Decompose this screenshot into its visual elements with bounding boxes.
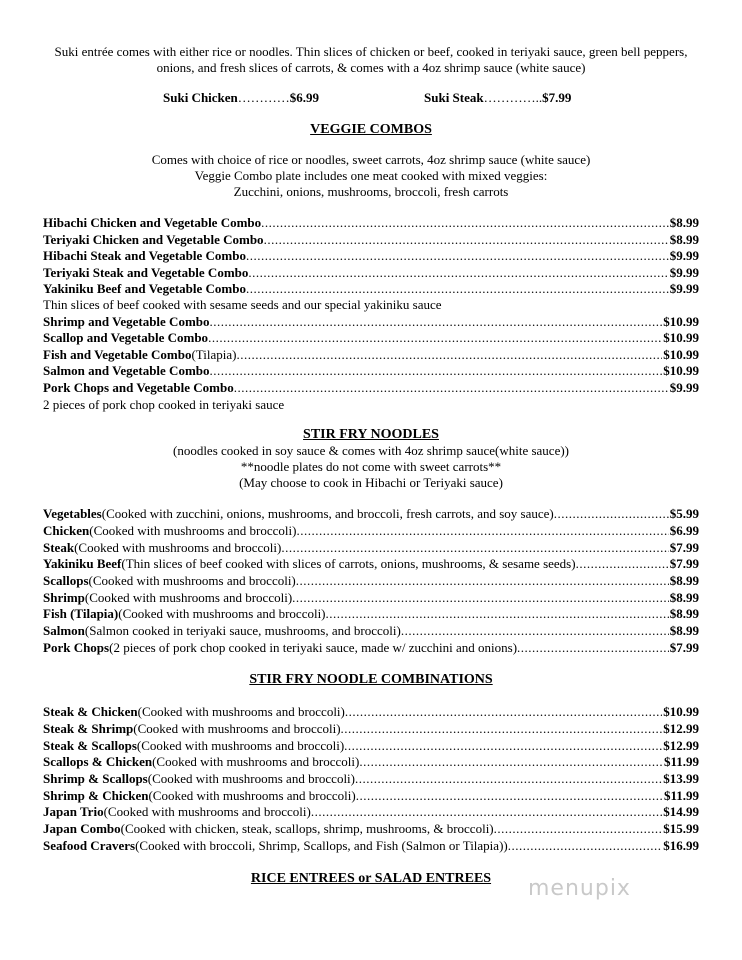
item-name: Salmon bbox=[43, 623, 85, 638]
stir-fry-menu-item bbox=[43, 606, 699, 622]
item-description: (Cooked with mushrooms and broccoli) bbox=[137, 704, 345, 719]
item-description: (Cooked with mushrooms and broccoli) bbox=[74, 540, 282, 555]
suki-description-line-1: Suki entrée comes with either rice or noodles. Thin slices of chicken or beef, cooked in teriyaki sauce, green bell peppers, bbox=[54, 44, 688, 59]
item-description: (Cooked with mushrooms and broccoli) bbox=[89, 523, 297, 538]
item-description: (Thin slices of beef cooked with slices of carrots, onions, mushrooms, & sesame seeds) bbox=[121, 556, 576, 571]
item-description: (Cooked with broccoli, Shrimp, Scallops, and Fish (Salmon or Tilapia)) bbox=[135, 838, 508, 853]
item-price: $13.99 bbox=[663, 771, 699, 786]
stir-fry-combos-heading: STIR FRY NOODLE COMBINATIONS bbox=[249, 672, 493, 687]
item-price: $11.99 bbox=[663, 788, 699, 803]
item-price: $14.99 bbox=[663, 804, 699, 819]
item-name: Vegetables bbox=[43, 506, 102, 521]
rice-salad-heading: RICE ENTREES or SALAD ENTREES bbox=[250, 871, 492, 886]
item-name: Teriyaki Chicken and Vegetable Combo bbox=[43, 232, 264, 247]
item-name: Scallops & Chicken bbox=[43, 754, 153, 769]
item-price: $7.99 bbox=[669, 540, 699, 555]
dot-leader bbox=[296, 523, 668, 539]
item-price: $11.99 bbox=[663, 754, 699, 769]
item-name: Hibachi Chicken and Vegetable Combo bbox=[43, 215, 262, 230]
stir-fry-combo-menu-item bbox=[43, 788, 699, 804]
stir-fry-menu-item bbox=[43, 523, 699, 539]
item-name: Teriyaki Steak and Vegetable Combo bbox=[43, 265, 249, 280]
dot-leader bbox=[576, 556, 669, 572]
dot-leader bbox=[234, 380, 669, 396]
veggie-desc-1: Comes with choice of rice or noodles, sweet carrots, 4oz shrimp sauce (white sauce) bbox=[151, 152, 591, 167]
dot-leader bbox=[236, 347, 662, 363]
stir-fry-combo-menu-item bbox=[43, 821, 699, 837]
item-description: (Cooked with chicken, steak, scallops, shrimp, mushrooms, & broccoli) bbox=[120, 821, 494, 836]
stir-fry-combo-menu-item bbox=[43, 771, 699, 787]
suki-description-line-2: onions, and fresh slices of carrots, & comes with a 4oz shrimp sauce (white sauce) bbox=[156, 60, 586, 75]
item-price: $12.99 bbox=[663, 738, 699, 753]
suki-chicken-price: $6.99 bbox=[289, 90, 320, 105]
dot-leader bbox=[311, 804, 662, 820]
item-name: Yakiniku Beef bbox=[43, 556, 122, 571]
dot-leader bbox=[296, 573, 669, 589]
suki-steak-dots: ………….. bbox=[483, 90, 543, 105]
stir-fry-desc-3: (May choose to cook in Hibachi or Teriyaki sauce) bbox=[239, 475, 503, 490]
stir-fry-desc-1: (noodles cooked in soy sauce & comes with 4oz shrimp sauce(white sauce)) bbox=[172, 443, 570, 458]
item-price: $10.99 bbox=[663, 363, 699, 378]
dot-leader bbox=[248, 265, 668, 281]
item-description: (Cooked with mushrooms and broccoli) bbox=[118, 606, 326, 621]
item-name: Salmon and Vegetable Combo bbox=[43, 363, 210, 378]
veggie-combo-menu-item bbox=[43, 314, 699, 330]
veggie-combo-menu-item bbox=[43, 281, 699, 297]
item-name: Pork Chops bbox=[43, 640, 110, 655]
item-name: Japan Trio bbox=[43, 804, 104, 819]
veggie-combos-heading: VEGGIE COMBOS bbox=[310, 122, 432, 137]
item-price: $12.99 bbox=[663, 721, 699, 736]
item-name: Steak & Shrimp bbox=[43, 721, 134, 736]
item-price: $9.99 bbox=[669, 265, 699, 280]
item-price: $10.99 bbox=[663, 314, 699, 329]
item-description: (Cooked with zucchini, onions, mushrooms, and broccoli, fresh carrots, and soy sauce) bbox=[101, 506, 554, 521]
item-description: (Tilapia) bbox=[191, 347, 237, 362]
item-price: $16.99 bbox=[663, 838, 699, 853]
item-name: Steak & Scallops bbox=[43, 738, 137, 753]
veggie-combo-menu-item bbox=[43, 215, 699, 231]
dot-leader bbox=[341, 721, 663, 737]
stir-fry-menu-item bbox=[43, 623, 699, 639]
suki-chicken-dots: ………… bbox=[237, 90, 290, 105]
stir-fry-combo-menu-item bbox=[43, 754, 699, 770]
dot-leader bbox=[210, 314, 663, 330]
item-name: Shrimp and Vegetable Combo bbox=[43, 314, 210, 329]
veggie-desc-3: Zucchini, onions, mushrooms, broccoli, fresh carrots bbox=[233, 184, 509, 199]
stir-fry-noodles-heading: STIR FRY NOODLES bbox=[303, 427, 439, 442]
item-name: Shrimp & Chicken bbox=[43, 788, 149, 803]
item-description: (Cooked with mushrooms and broccoli) bbox=[136, 738, 345, 753]
veggie-desc-2: Veggie Combo plate includes one meat cooked with mixed veggies: bbox=[194, 168, 548, 183]
stir-fry-combo-menu-item bbox=[43, 804, 699, 820]
item-name: Fish (Tilapia) bbox=[43, 606, 119, 621]
suki-steak-price: $7.99 bbox=[542, 90, 572, 105]
item-name: Yakiniku Beef and Vegetable Combo bbox=[43, 281, 246, 296]
dot-leader bbox=[344, 738, 662, 754]
item-description: (Cooked with mushrooms and broccoli) bbox=[88, 573, 296, 588]
dot-leader bbox=[517, 640, 669, 656]
item-description: (Cooked with mushrooms and broccoli) bbox=[147, 771, 355, 786]
item-description: (Cooked with mushrooms and broccoli) bbox=[84, 590, 293, 605]
item-price: $10.99 bbox=[663, 347, 699, 362]
stir-fry-combo-menu-item bbox=[43, 838, 699, 854]
dot-leader bbox=[355, 771, 662, 787]
item-description: (Cooked with mushrooms and broccoli) bbox=[133, 721, 341, 736]
item-price: $8.99 bbox=[669, 606, 699, 621]
dot-leader bbox=[246, 248, 669, 264]
pork-chop-note: 2 pieces of pork chop cooked in teriyaki sauce bbox=[43, 397, 285, 412]
item-description: (2 pieces of pork chop cooked in teriyaki sauce, made w/ zucchini and onions) bbox=[109, 640, 518, 655]
item-name: Shrimp bbox=[43, 590, 85, 605]
stir-fry-combo-menu-item bbox=[43, 738, 699, 754]
item-name: Scallops bbox=[43, 573, 89, 588]
stir-fry-menu-item bbox=[43, 556, 699, 572]
item-name: Steak bbox=[43, 540, 75, 555]
dot-leader bbox=[210, 363, 663, 379]
item-price: $6.99 bbox=[669, 523, 699, 538]
item-name: Chicken bbox=[43, 523, 90, 538]
stir-fry-menu-item bbox=[43, 506, 699, 522]
item-price: $5.99 bbox=[669, 506, 699, 521]
item-name: Hibachi Steak and Vegetable Combo bbox=[43, 248, 246, 263]
item-price: $15.99 bbox=[663, 821, 699, 836]
stir-fry-menu-item bbox=[43, 590, 699, 606]
dot-leader bbox=[508, 838, 663, 854]
item-price: $7.99 bbox=[669, 640, 699, 655]
item-price: $8.99 bbox=[669, 623, 699, 638]
dot-leader bbox=[554, 506, 669, 522]
item-price: $8.99 bbox=[669, 215, 699, 230]
item-description: (Cooked with mushrooms and broccoli) bbox=[152, 754, 360, 769]
dot-leader bbox=[264, 232, 669, 248]
stir-fry-menu-item bbox=[43, 573, 699, 589]
menupix-watermark: menupix bbox=[528, 876, 631, 901]
dot-leader bbox=[326, 606, 669, 622]
item-price: $9.99 bbox=[669, 248, 699, 263]
item-price: $9.99 bbox=[669, 281, 699, 296]
veggie-combo-menu-item bbox=[43, 380, 699, 396]
veggie-combo-menu-item bbox=[43, 363, 699, 379]
item-price: $8.99 bbox=[669, 590, 699, 605]
yakiniku-note: Thin slices of beef cooked with sesame seeds and our special yakiniku sauce bbox=[43, 297, 442, 312]
suki-steak-item bbox=[424, 90, 571, 106]
suki-steak-name: Suki Steak bbox=[424, 90, 484, 105]
suki-chicken-name: Suki Chicken bbox=[163, 90, 238, 105]
suki-chicken-item bbox=[163, 90, 319, 106]
item-name: Seafood Cravers bbox=[43, 838, 136, 853]
stir-fry-combo-menu-item bbox=[43, 704, 699, 720]
item-name: Scallop and Vegetable Combo bbox=[43, 330, 209, 345]
stir-fry-combo-menu-item bbox=[43, 721, 699, 737]
veggie-combo-menu-item bbox=[43, 265, 699, 281]
dot-leader bbox=[246, 281, 669, 297]
dot-leader bbox=[359, 754, 663, 770]
veggie-combo-menu-item bbox=[43, 232, 699, 248]
item-price: $10.99 bbox=[663, 330, 699, 345]
stir-fry-menu-item bbox=[43, 640, 699, 656]
item-price: $9.99 bbox=[669, 380, 699, 395]
veggie-combo-menu-item bbox=[43, 330, 699, 346]
dot-leader bbox=[281, 540, 668, 556]
dot-leader bbox=[292, 590, 669, 606]
stir-fry-desc-2: **noodle plates do not come with sweet carrots** bbox=[240, 459, 502, 474]
dot-leader bbox=[356, 788, 663, 804]
item-name: Pork Chops and Vegetable Combo bbox=[43, 380, 234, 395]
item-price: $8.99 bbox=[669, 573, 699, 588]
stir-fry-menu-item bbox=[43, 540, 699, 556]
veggie-combo-menu-item bbox=[43, 248, 699, 264]
item-price: $8.99 bbox=[669, 232, 699, 247]
dot-leader bbox=[401, 623, 669, 639]
item-name: Steak & Chicken bbox=[43, 704, 138, 719]
item-description: (Cooked with mushrooms and broccoli) bbox=[103, 804, 311, 819]
item-description: (Salmon cooked in teriyaki sauce, mushrooms, and broccoli) bbox=[84, 623, 401, 638]
dot-leader bbox=[345, 704, 662, 720]
veggie-combo-menu-item bbox=[43, 347, 699, 363]
item-name: Japan Combo bbox=[43, 821, 121, 836]
dot-leader bbox=[261, 215, 669, 231]
dot-leader bbox=[494, 821, 663, 837]
item-name: Fish and Vegetable Combo bbox=[43, 347, 192, 362]
item-name: Shrimp & Scallops bbox=[43, 771, 148, 786]
item-price: $7.99 bbox=[669, 556, 699, 571]
item-description: (Cooked with mushrooms and broccoli) bbox=[148, 788, 356, 803]
item-price: $10.99 bbox=[663, 704, 699, 719]
dot-leader bbox=[208, 330, 662, 346]
